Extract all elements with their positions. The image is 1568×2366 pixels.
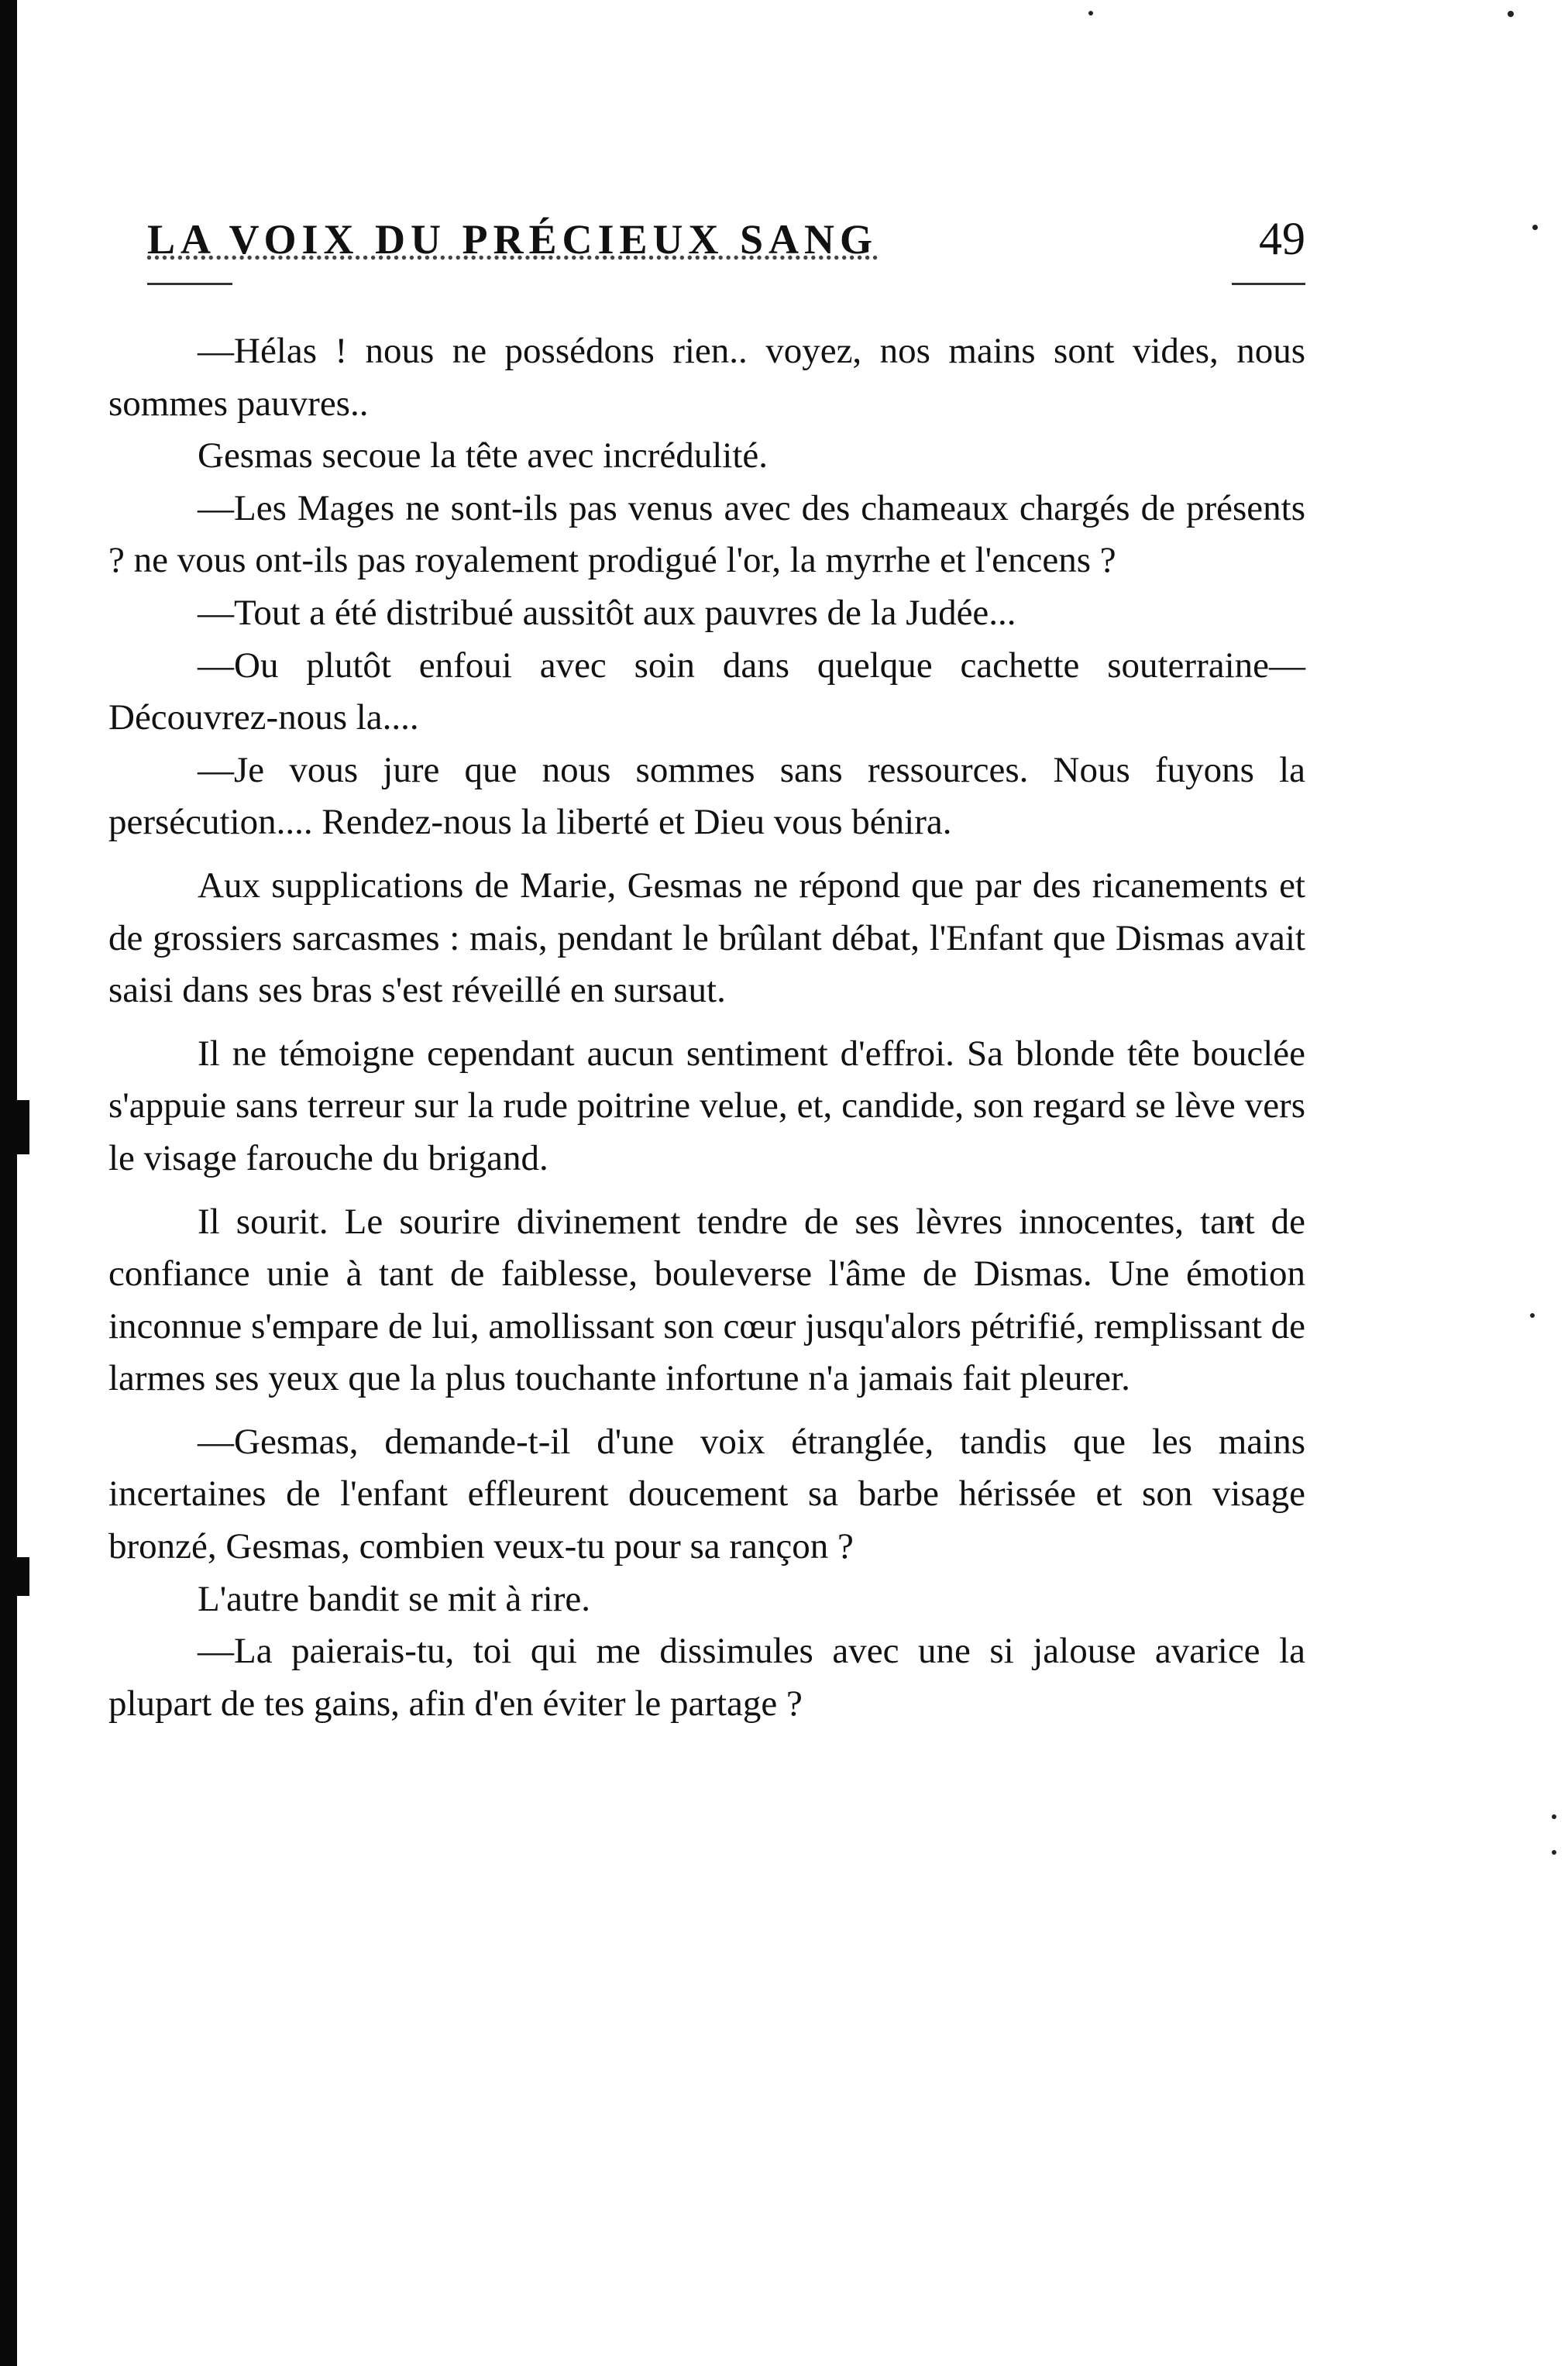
paragraph: L'autre bandit se mit à rire. — [198, 1578, 590, 1619]
page-header — [147, 208, 1305, 270]
paragraph: Gesmas secoue la tête avec incrédulité. — [198, 435, 768, 476]
page-number: 49 — [1259, 213, 1305, 264]
scanned-edge-notch — [17, 1557, 29, 1596]
body-text — [108, 325, 1305, 1730]
scan-speck — [1088, 11, 1093, 15]
paragraph: —Hélas ! nous ne possédons rien.. voyez, nos mains sont vides, nous sommes pauvres.. — [108, 331, 1305, 424]
scan-speck — [1530, 1313, 1535, 1318]
scanned-edge-notch — [17, 1100, 29, 1154]
paragraph: —Je vous jure que nous sommes sans ressources. Nous fuyons la persécution.... Rendez-nous la liberté et Dieu vous bénira. — [108, 749, 1305, 843]
paragraph: —Tout a été distribué aussitôt aux pauvres de la Judée... — [198, 592, 1016, 633]
scanned-page-left-edge — [0, 0, 17, 2366]
paragraph: Il sourit. Le sourire divinement tendre de ses lèvres innocentes, tant de confiance unie à tant de faiblesse, bouleverse l'âme de Dismas. Une émotion inconnue s'empare de lui, amollissant son cœur jusqu'alors pétrifié, remplissant de larmes ses yeux que la plus touchante infortune n'a jamais fait pleurer. — [108, 1201, 1305, 1399]
header-rule-right — [1232, 283, 1305, 285]
scan-speck — [1552, 1850, 1556, 1855]
paragraph: —Gesmas, demande-t-il d'une voix étranglée, tandis que les mains incertaines de l'enfant effleurent doucement sa barbe hérissée et son visage bronzé, Gesmas, combien veux-tu pour sa rançon ? — [108, 1421, 1305, 1567]
paragraph: —La paierais-tu, toi qui me dissimules avec une si jalouse avarice la plupart de tes gains, afin d'en éviter le partage ? — [108, 1631, 1305, 1724]
scan-speck — [1552, 1814, 1556, 1819]
scan-speck — [1532, 225, 1538, 230]
running-title: LA VOIX DU PRÉCIEUX SANG — [147, 216, 879, 263]
paragraph: —Ou plutôt enfoui avec soin dans quelque cachette souterraine—Découvrez-nous la.... — [108, 645, 1305, 738]
paragraph: Il ne témoigne cependant aucun sentiment d'effroi. Sa blonde tête bouclée s'appuie sans terreur sur la rude poitrine velue, et, candide, son regard se lève vers le visage farouche du brigand. — [108, 1033, 1305, 1178]
header-rule-left — [147, 283, 232, 285]
scan-speck — [1508, 11, 1514, 17]
paragraph: —Les Mages ne sont-ils pas venus avec des chameaux chargés de présents ? ne vous ont-ils pas royalement prodigué l'or, la myrrhe et l'encens ? — [108, 487, 1305, 581]
paragraph: Aux supplications de Marie, Gesmas ne répond que par des ricanements et de grossiers sarcasmes : mais, pendant le brûlant débat, l'Enfant que Dismas avait saisi dans ses bras s'est réveillé en sursaut. — [108, 865, 1305, 1011]
